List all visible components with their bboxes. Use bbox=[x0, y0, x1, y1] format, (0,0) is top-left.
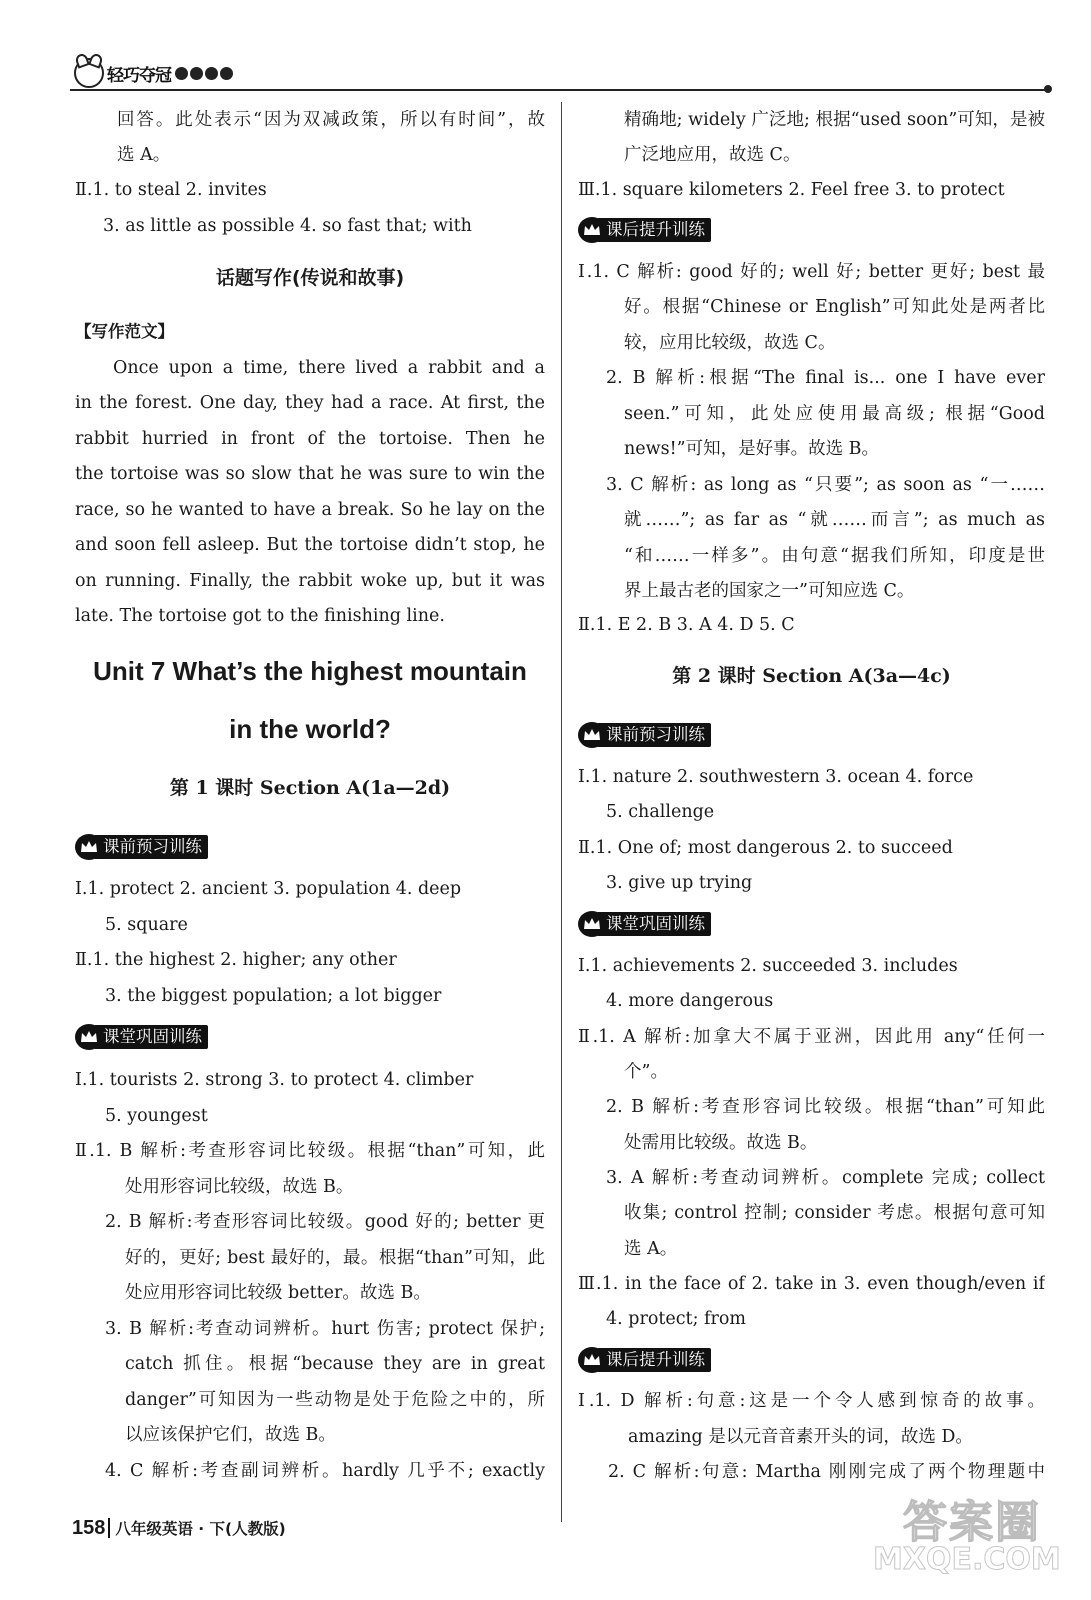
answer-line: 3. the biggest population; a lot bigger bbox=[105, 986, 442, 1006]
section-badge-classwork: 课堂巩固训练 bbox=[75, 1024, 208, 1050]
answer-line: 就……”; as far as “就……而言”; as much as bbox=[624, 510, 1045, 530]
lesson-title: 第 2 课时 Section A(3a—4c) bbox=[672, 665, 951, 687]
answer-line: Ⅰ.1. C 解析: good 好的; well 好; better 更好; best 最 bbox=[578, 262, 1045, 282]
answer-line: 2. B 解析:考查形容词比较级。根据“than”可知此 bbox=[606, 1097, 1045, 1117]
answer-line: 个”。 bbox=[624, 1062, 668, 1082]
answer-line: 处用形容词比较级，故选 B。 bbox=[125, 1177, 354, 1197]
answer-line: 选 A。 bbox=[624, 1239, 678, 1259]
book-title: 八年级英语 · 下(人教版) bbox=[115, 1520, 286, 1538]
essay-line: on running. Finally, the rabbit woke up, but it was bbox=[75, 571, 545, 591]
essay-label: 【写作范文】 bbox=[75, 322, 174, 341]
answer-line: Ⅱ.1. to steal 2. invites bbox=[75, 180, 267, 200]
answer-line: seen.”可知，此处应使用最高级; 根据“Good bbox=[624, 404, 1045, 424]
header-rule bbox=[70, 89, 1050, 91]
answer-line: 好的，更好; best 最好的，最。根据“than”可知，此 bbox=[125, 1248, 545, 1268]
answer-line: 4. C 解析:考查副词辨析。hardly 几乎不; exactly bbox=[105, 1461, 545, 1481]
answer-line: 较，应用比较级，故选 C。 bbox=[624, 333, 836, 353]
section-badge-preview: 课前预习训练 bbox=[578, 722, 711, 748]
answer-line: 精确地; widely 广泛地; 根据“used soon”可知，是被 bbox=[624, 110, 1045, 130]
watermark-text: 答案圈 bbox=[903, 1497, 1041, 1548]
answer-line: 4. protect; from bbox=[606, 1309, 747, 1329]
answer-line: Ⅲ.1. square kilometers 2. Feel free 3. to protect bbox=[578, 180, 1005, 200]
crown-icon bbox=[578, 217, 606, 243]
essay-line: rabbit hurried in front of the tortoise. Then he bbox=[75, 429, 545, 449]
answer-line: Ⅲ.1. in the face of 2. take in 3. even though/even if bbox=[578, 1274, 1045, 1294]
topic-writing-title: 话题写作(传说和故事) bbox=[215, 267, 405, 289]
essay-line: and soon fell asleep. But the tortoise didn’t stop, he bbox=[75, 535, 545, 555]
section-badge-classwork: 课堂巩固训练 bbox=[578, 911, 711, 937]
unit-title: in the world? bbox=[229, 714, 391, 744]
answer-line: 5. square bbox=[105, 915, 188, 935]
answer-line: 收集; control 控制; consider 考虑。根据句意可知 bbox=[624, 1203, 1045, 1223]
section-badge-after-class: 课后提升训练 bbox=[578, 217, 711, 243]
answer-line: 界上最古老的国家之一”可知应选 C。 bbox=[624, 581, 915, 601]
answer-line: Ⅱ.1. One of; most dangerous 2. to succeed bbox=[578, 838, 953, 858]
footer-separator bbox=[108, 1518, 110, 1538]
crown-icon bbox=[578, 722, 606, 748]
answer-line: 5. challenge bbox=[606, 802, 715, 822]
answer-line: Ⅰ.1. achievements 2. succeeded 3. includes bbox=[578, 956, 958, 976]
answer-line: 4. more dangerous bbox=[606, 991, 774, 1011]
page-header bbox=[70, 58, 1050, 98]
answer-line: 广泛地应用，故选 C。 bbox=[624, 145, 801, 165]
unit-title: Unit 7 What’s the highest mountain bbox=[93, 656, 527, 686]
answer-line: 5. youngest bbox=[105, 1106, 208, 1126]
answer-line: catch 抓住。根据“because they are in great bbox=[125, 1354, 545, 1374]
answer-line: Ⅱ.1. the highest 2. higher; any other bbox=[75, 950, 397, 970]
brand-logo bbox=[74, 58, 235, 88]
site-watermark bbox=[873, 1486, 1061, 1586]
answer-line: Ⅰ.1. tourists 2. strong 3. to protect 4. climber bbox=[75, 1070, 474, 1090]
answer-line: 2. B 解析:考查形容词比较级。good 好的; better 更 bbox=[105, 1212, 545, 1232]
answer-line: 3. C 解析: as long as “只要”; as soon as “一…… bbox=[606, 475, 1045, 495]
essay-line: Once upon a time, there lived a rabbit and a bbox=[113, 358, 545, 378]
header-rule-dot bbox=[1044, 85, 1052, 93]
essay-line: in the forest. One day, they had a race. At first, the bbox=[75, 393, 545, 413]
crown-icon bbox=[578, 1347, 606, 1373]
text-line: 选 A。 bbox=[117, 145, 171, 165]
lesson-title: 第 1 课时 Section A(1a—2d) bbox=[169, 777, 451, 799]
answer-line: “和……一样多”。由句意“据我们所知，印度是世 bbox=[624, 546, 1045, 566]
answer-line: 2. C 解析:句意: Martha 刚刚完成了两个物理题中 bbox=[608, 1462, 1045, 1482]
answer-line: 3. give up trying bbox=[606, 873, 753, 893]
answer-line: news!”可知，是好事。故选 B。 bbox=[624, 439, 879, 459]
answer-line: amazing 是以元音音素开头的词，故选 D。 bbox=[628, 1427, 973, 1447]
answer-line: 以应该保护它们，故选 B。 bbox=[125, 1425, 336, 1445]
answer-line: Ⅰ.1. nature 2. southwestern 3. ocean 4. force bbox=[578, 767, 974, 787]
logo-caption-badges bbox=[175, 67, 235, 80]
answer-line: 3. B 解析:考查动词辨析。hurt 伤害; protect 保护; bbox=[105, 1319, 545, 1339]
answer-line: 2. B 解析:根据“The final is... one I have ever bbox=[606, 368, 1045, 388]
section-badge-preview: 课前预习训练 bbox=[75, 834, 208, 860]
answer-line: Ⅱ.1. B 解析:考查形容词比较级。根据“than”可知，此 bbox=[75, 1141, 545, 1161]
logo-text: 轻巧夺冠 bbox=[107, 65, 171, 86]
crown-icon bbox=[578, 911, 606, 937]
answer-line: Ⅰ.1. protect 2. ancient 3. population 4. deep bbox=[75, 879, 462, 899]
text-line: 回答。此处表示“因为双减政策，所以有时间”，故 bbox=[117, 110, 545, 130]
essay-line: late. The tortoise got to the finishing line. bbox=[75, 606, 445, 626]
column-divider bbox=[561, 102, 562, 1522]
answer-line: 3. as little as possible 4. so fast that; with bbox=[103, 216, 472, 236]
answer-line: 好。根据“Chinese or English”可知此处是两者比 bbox=[624, 297, 1045, 317]
answer-line: Ⅰ.1. D 解析:句意:这是一个令人感到惊奇的故事。 bbox=[578, 1391, 1045, 1411]
watermark-url: MXQE.COM bbox=[873, 1542, 1061, 1577]
answer-line: Ⅱ.1. E 2. B 3. A 4. D 5. C bbox=[578, 615, 795, 635]
essay-line: the tortoise was so slow that he was sure to win the bbox=[75, 464, 545, 484]
answer-line: 3. A 解析:考查动词辨析。complete 完成; collect bbox=[606, 1168, 1045, 1188]
answer-line: Ⅱ.1. A 解析:加拿大不属于亚洲，因此用 any“任何一 bbox=[578, 1027, 1045, 1047]
crown-icon bbox=[75, 1024, 103, 1050]
page-number: 158 bbox=[72, 1516, 106, 1539]
page-footer bbox=[72, 1514, 286, 1542]
essay-line: race, so he wanted to have a break. So he lay on the bbox=[75, 500, 545, 520]
answer-line: 处需用比较级。故选 B。 bbox=[624, 1133, 818, 1153]
answer-line: 处应用形容词比较级 better。故选 B。 bbox=[125, 1283, 431, 1303]
crown-icon bbox=[75, 834, 103, 860]
mascot-icon bbox=[74, 58, 104, 88]
answer-line: danger”可知因为一些动物是处于危险之中的，所 bbox=[125, 1390, 545, 1410]
section-badge-after-class: 课后提升训练 bbox=[578, 1347, 711, 1373]
